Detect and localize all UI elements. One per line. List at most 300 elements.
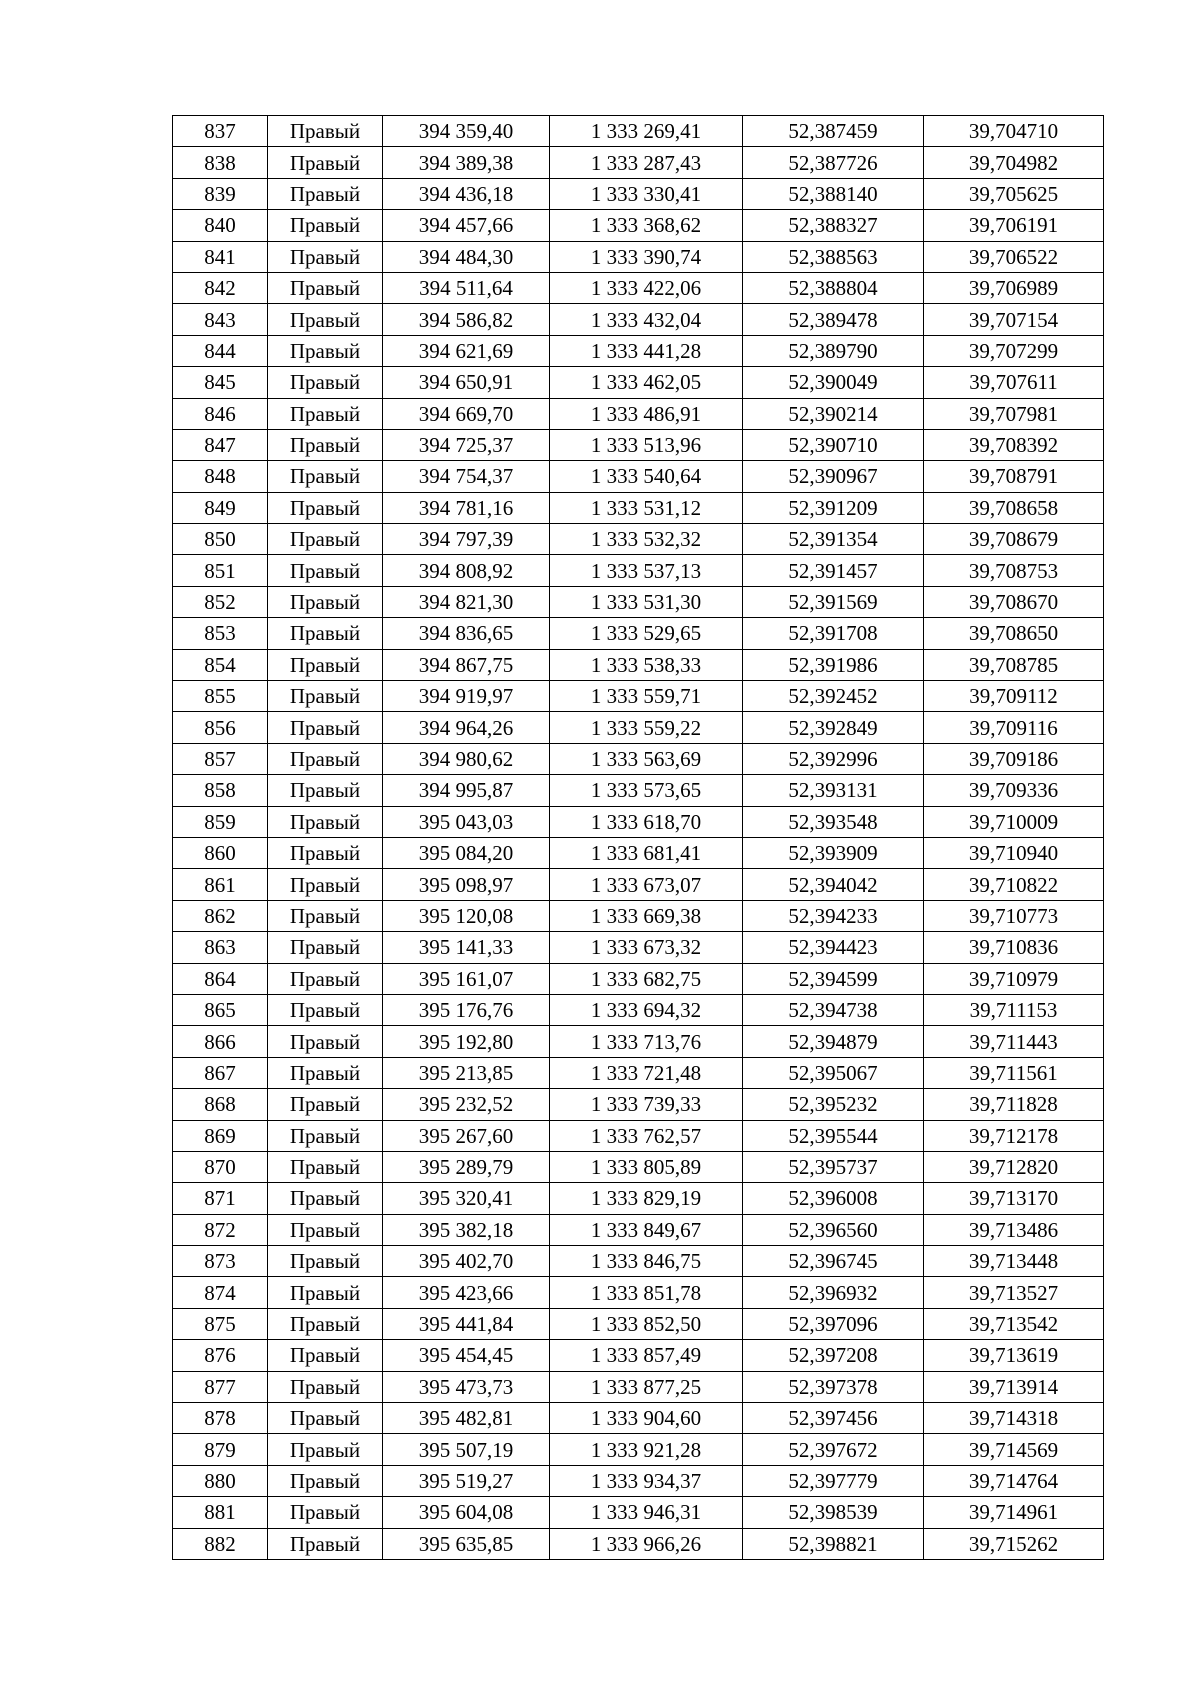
x-coordinate-cell: 394 389,38 — [383, 147, 550, 178]
point-number-cell: 872 — [173, 1214, 268, 1245]
bank-side-cell: Правый — [268, 1151, 383, 1182]
point-number-cell: 882 — [173, 1528, 268, 1559]
table-row — [173, 524, 1104, 555]
latitude-cell: 52,395737 — [743, 1151, 924, 1182]
longitude-cell: 39,714318 — [924, 1403, 1104, 1434]
point-number-cell: 880 — [173, 1465, 268, 1496]
table-row — [173, 304, 1104, 335]
y-coordinate-cell: 1 333 559,71 — [550, 681, 743, 712]
bank-side-cell: Правый — [268, 272, 383, 303]
longitude-cell: 39,708650 — [924, 618, 1104, 649]
longitude-cell: 39,708791 — [924, 461, 1104, 492]
latitude-cell: 52,394599 — [743, 963, 924, 994]
x-coordinate-cell: 395 320,41 — [383, 1183, 550, 1214]
bank-side-cell: Правый — [268, 932, 383, 963]
y-coordinate-cell: 1 333 441,28 — [550, 335, 743, 366]
point-number-cell: 850 — [173, 524, 268, 555]
x-coordinate-cell: 395 213,85 — [383, 1057, 550, 1088]
longitude-cell: 39,713542 — [924, 1308, 1104, 1339]
bank-side-cell: Правый — [268, 994, 383, 1025]
point-number-cell: 841 — [173, 241, 268, 272]
table-row — [173, 1528, 1104, 1559]
table-row — [173, 210, 1104, 241]
x-coordinate-cell: 394 669,70 — [383, 398, 550, 429]
longitude-cell: 39,707981 — [924, 398, 1104, 429]
latitude-cell: 52,395544 — [743, 1120, 924, 1151]
point-number-cell: 869 — [173, 1120, 268, 1151]
x-coordinate-cell: 395 289,79 — [383, 1151, 550, 1182]
table-row — [173, 963, 1104, 994]
longitude-cell: 39,713527 — [924, 1277, 1104, 1308]
bank-side-cell: Правый — [268, 1528, 383, 1559]
y-coordinate-cell: 1 333 682,75 — [550, 963, 743, 994]
longitude-cell: 39,711153 — [924, 994, 1104, 1025]
point-number-cell: 854 — [173, 649, 268, 680]
point-number-cell: 853 — [173, 618, 268, 649]
x-coordinate-cell: 394 919,97 — [383, 681, 550, 712]
bank-side-cell: Правый — [268, 1214, 383, 1245]
longitude-cell: 39,710979 — [924, 963, 1104, 994]
point-number-cell: 851 — [173, 555, 268, 586]
latitude-cell: 52,397456 — [743, 1403, 924, 1434]
point-number-cell: 857 — [173, 743, 268, 774]
bank-side-cell: Правый — [268, 429, 383, 460]
y-coordinate-cell: 1 333 966,26 — [550, 1528, 743, 1559]
table-row — [173, 335, 1104, 366]
point-number-cell: 839 — [173, 178, 268, 209]
x-coordinate-cell: 394 964,26 — [383, 712, 550, 743]
latitude-cell: 52,392849 — [743, 712, 924, 743]
bank-side-cell: Правый — [268, 618, 383, 649]
y-coordinate-cell: 1 333 829,19 — [550, 1183, 743, 1214]
latitude-cell: 52,390967 — [743, 461, 924, 492]
bank-side-cell: Правый — [268, 869, 383, 900]
point-number-cell: 868 — [173, 1089, 268, 1120]
point-number-cell: 873 — [173, 1246, 268, 1277]
y-coordinate-cell: 1 333 330,41 — [550, 178, 743, 209]
point-number-cell: 862 — [173, 900, 268, 931]
y-coordinate-cell: 1 333 851,78 — [550, 1277, 743, 1308]
point-number-cell: 843 — [173, 304, 268, 335]
bank-side-cell: Правый — [268, 775, 383, 806]
longitude-cell: 39,713914 — [924, 1371, 1104, 1402]
latitude-cell: 52,388804 — [743, 272, 924, 303]
point-number-cell: 867 — [173, 1057, 268, 1088]
longitude-cell: 39,706191 — [924, 210, 1104, 241]
point-number-cell: 879 — [173, 1434, 268, 1465]
bank-side-cell: Правый — [268, 1057, 383, 1088]
y-coordinate-cell: 1 333 934,37 — [550, 1465, 743, 1496]
x-coordinate-cell: 395 482,81 — [383, 1403, 550, 1434]
y-coordinate-cell: 1 333 681,41 — [550, 837, 743, 868]
latitude-cell: 52,388563 — [743, 241, 924, 272]
bank-side-cell: Правый — [268, 1403, 383, 1434]
latitude-cell: 52,394423 — [743, 932, 924, 963]
latitude-cell: 52,395232 — [743, 1089, 924, 1120]
x-coordinate-cell: 394 621,69 — [383, 335, 550, 366]
x-coordinate-cell: 395 192,80 — [383, 1026, 550, 1057]
coordinates-table-body — [173, 116, 1104, 1560]
x-coordinate-cell: 394 836,65 — [383, 618, 550, 649]
y-coordinate-cell: 1 333 713,76 — [550, 1026, 743, 1057]
coordinates-table — [172, 115, 1104, 1560]
latitude-cell: 52,387726 — [743, 147, 924, 178]
point-number-cell: 877 — [173, 1371, 268, 1402]
y-coordinate-cell: 1 333 877,25 — [550, 1371, 743, 1402]
bank-side-cell: Правый — [268, 116, 383, 147]
bank-side-cell: Правый — [268, 304, 383, 335]
table-row — [173, 1183, 1104, 1214]
bank-side-cell: Правый — [268, 1371, 383, 1402]
point-number-cell: 846 — [173, 398, 268, 429]
latitude-cell: 52,397096 — [743, 1308, 924, 1339]
table-row — [173, 1434, 1104, 1465]
y-coordinate-cell: 1 333 721,48 — [550, 1057, 743, 1088]
longitude-cell: 39,708785 — [924, 649, 1104, 680]
point-number-cell: 856 — [173, 712, 268, 743]
x-coordinate-cell: 395 098,97 — [383, 869, 550, 900]
latitude-cell: 52,391209 — [743, 492, 924, 523]
latitude-cell: 52,398821 — [743, 1528, 924, 1559]
bank-side-cell: Правый — [268, 1089, 383, 1120]
latitude-cell: 52,387459 — [743, 116, 924, 147]
bank-side-cell: Правый — [268, 586, 383, 617]
point-number-cell: 855 — [173, 681, 268, 712]
y-coordinate-cell: 1 333 904,60 — [550, 1403, 743, 1434]
point-number-cell: 845 — [173, 367, 268, 398]
table-row — [173, 241, 1104, 272]
latitude-cell: 52,394879 — [743, 1026, 924, 1057]
table-row — [173, 1403, 1104, 1434]
longitude-cell: 39,713170 — [924, 1183, 1104, 1214]
bank-side-cell: Правый — [268, 806, 383, 837]
point-number-cell: 870 — [173, 1151, 268, 1182]
latitude-cell: 52,394233 — [743, 900, 924, 931]
point-number-cell: 863 — [173, 932, 268, 963]
bank-side-cell: Правый — [268, 398, 383, 429]
bank-side-cell: Правый — [268, 367, 383, 398]
y-coordinate-cell: 1 333 368,62 — [550, 210, 743, 241]
latitude-cell: 52,392996 — [743, 743, 924, 774]
latitude-cell: 52,391708 — [743, 618, 924, 649]
table-row — [173, 743, 1104, 774]
point-number-cell: 837 — [173, 116, 268, 147]
table-row — [173, 900, 1104, 931]
bank-side-cell: Правый — [268, 1026, 383, 1057]
table-row — [173, 1089, 1104, 1120]
bank-side-cell: Правый — [268, 900, 383, 931]
longitude-cell: 39,708658 — [924, 492, 1104, 523]
x-coordinate-cell: 395 176,76 — [383, 994, 550, 1025]
longitude-cell: 39,706989 — [924, 272, 1104, 303]
x-coordinate-cell: 395 454,45 — [383, 1340, 550, 1371]
longitude-cell: 39,711443 — [924, 1026, 1104, 1057]
table-row — [173, 1308, 1104, 1339]
y-coordinate-cell: 1 333 762,57 — [550, 1120, 743, 1151]
table-row — [173, 586, 1104, 617]
bank-side-cell: Правый — [268, 1183, 383, 1214]
bank-side-cell: Правый — [268, 241, 383, 272]
table-row — [173, 837, 1104, 868]
latitude-cell: 52,396008 — [743, 1183, 924, 1214]
bank-side-cell: Правый — [268, 1465, 383, 1496]
table-row — [173, 1057, 1104, 1088]
point-number-cell: 866 — [173, 1026, 268, 1057]
table-row — [173, 932, 1104, 963]
latitude-cell: 52,388327 — [743, 210, 924, 241]
y-coordinate-cell: 1 333 538,33 — [550, 649, 743, 680]
x-coordinate-cell: 395 084,20 — [383, 837, 550, 868]
longitude-cell: 39,709336 — [924, 775, 1104, 806]
latitude-cell: 52,392452 — [743, 681, 924, 712]
bank-side-cell: Правый — [268, 1308, 383, 1339]
longitude-cell: 39,706522 — [924, 241, 1104, 272]
longitude-cell: 39,714961 — [924, 1497, 1104, 1528]
latitude-cell: 52,396560 — [743, 1214, 924, 1245]
table-row — [173, 618, 1104, 649]
y-coordinate-cell: 1 333 921,28 — [550, 1434, 743, 1465]
point-number-cell: 858 — [173, 775, 268, 806]
x-coordinate-cell: 394 436,18 — [383, 178, 550, 209]
table-row — [173, 429, 1104, 460]
x-coordinate-cell: 394 754,37 — [383, 461, 550, 492]
bank-side-cell: Правый — [268, 461, 383, 492]
longitude-cell: 39,710822 — [924, 869, 1104, 900]
x-coordinate-cell: 395 507,19 — [383, 1434, 550, 1465]
latitude-cell: 52,397208 — [743, 1340, 924, 1371]
latitude-cell: 52,397672 — [743, 1434, 924, 1465]
y-coordinate-cell: 1 333 287,43 — [550, 147, 743, 178]
point-number-cell: 842 — [173, 272, 268, 303]
point-number-cell: 860 — [173, 837, 268, 868]
bank-side-cell: Правый — [268, 555, 383, 586]
latitude-cell: 52,397378 — [743, 1371, 924, 1402]
y-coordinate-cell: 1 333 529,65 — [550, 618, 743, 649]
bank-side-cell: Правый — [268, 1434, 383, 1465]
x-coordinate-cell: 394 808,92 — [383, 555, 550, 586]
table-row — [173, 398, 1104, 429]
bank-side-cell: Правый — [268, 492, 383, 523]
x-coordinate-cell: 395 232,52 — [383, 1089, 550, 1120]
y-coordinate-cell: 1 333 486,91 — [550, 398, 743, 429]
bank-side-cell: Правый — [268, 1497, 383, 1528]
longitude-cell: 39,710836 — [924, 932, 1104, 963]
bank-side-cell: Правый — [268, 335, 383, 366]
x-coordinate-cell: 394 980,62 — [383, 743, 550, 774]
latitude-cell: 52,394738 — [743, 994, 924, 1025]
point-number-cell: 875 — [173, 1308, 268, 1339]
longitude-cell: 39,713448 — [924, 1246, 1104, 1277]
point-number-cell: 861 — [173, 869, 268, 900]
table-row — [173, 712, 1104, 743]
table-row — [173, 272, 1104, 303]
y-coordinate-cell: 1 333 857,49 — [550, 1340, 743, 1371]
table-row — [173, 869, 1104, 900]
longitude-cell: 39,709112 — [924, 681, 1104, 712]
longitude-cell: 39,715262 — [924, 1528, 1104, 1559]
latitude-cell: 52,397779 — [743, 1465, 924, 1496]
longitude-cell: 39,714764 — [924, 1465, 1104, 1496]
y-coordinate-cell: 1 333 946,31 — [550, 1497, 743, 1528]
latitude-cell: 52,390214 — [743, 398, 924, 429]
point-number-cell: 847 — [173, 429, 268, 460]
bank-side-cell: Правый — [268, 1340, 383, 1371]
point-number-cell: 844 — [173, 335, 268, 366]
bank-side-cell: Правый — [268, 963, 383, 994]
table-row — [173, 178, 1104, 209]
point-number-cell: 878 — [173, 1403, 268, 1434]
point-number-cell: 859 — [173, 806, 268, 837]
table-row — [173, 367, 1104, 398]
longitude-cell: 39,708679 — [924, 524, 1104, 555]
longitude-cell: 39,711828 — [924, 1089, 1104, 1120]
table-row — [173, 775, 1104, 806]
y-coordinate-cell: 1 333 739,33 — [550, 1089, 743, 1120]
y-coordinate-cell: 1 333 269,41 — [550, 116, 743, 147]
longitude-cell: 39,712820 — [924, 1151, 1104, 1182]
y-coordinate-cell: 1 333 532,32 — [550, 524, 743, 555]
table-row — [173, 492, 1104, 523]
x-coordinate-cell: 395 402,70 — [383, 1246, 550, 1277]
x-coordinate-cell: 394 484,30 — [383, 241, 550, 272]
y-coordinate-cell: 1 333 390,74 — [550, 241, 743, 272]
x-coordinate-cell: 395 635,85 — [383, 1528, 550, 1559]
table-row — [173, 555, 1104, 586]
table-row — [173, 1120, 1104, 1151]
latitude-cell: 52,390049 — [743, 367, 924, 398]
bank-side-cell: Правый — [268, 1277, 383, 1308]
x-coordinate-cell: 394 650,91 — [383, 367, 550, 398]
x-coordinate-cell: 394 867,75 — [383, 649, 550, 680]
y-coordinate-cell: 1 333 694,32 — [550, 994, 743, 1025]
x-coordinate-cell: 395 382,18 — [383, 1214, 550, 1245]
latitude-cell: 52,396745 — [743, 1246, 924, 1277]
y-coordinate-cell: 1 333 531,30 — [550, 586, 743, 617]
bank-side-cell: Правый — [268, 649, 383, 680]
y-coordinate-cell: 1 333 805,89 — [550, 1151, 743, 1182]
latitude-cell: 52,393548 — [743, 806, 924, 837]
table-row — [173, 1371, 1104, 1402]
longitude-cell: 39,710940 — [924, 837, 1104, 868]
latitude-cell: 52,395067 — [743, 1057, 924, 1088]
table-row — [173, 116, 1104, 147]
latitude-cell: 52,391457 — [743, 555, 924, 586]
x-coordinate-cell: 394 586,82 — [383, 304, 550, 335]
longitude-cell: 39,713619 — [924, 1340, 1104, 1371]
x-coordinate-cell: 395 120,08 — [383, 900, 550, 931]
table-row — [173, 1246, 1104, 1277]
bank-side-cell: Правый — [268, 178, 383, 209]
longitude-cell: 39,708670 — [924, 586, 1104, 617]
latitude-cell: 52,389478 — [743, 304, 924, 335]
longitude-cell: 39,710773 — [924, 900, 1104, 931]
longitude-cell: 39,705625 — [924, 178, 1104, 209]
latitude-cell: 52,391986 — [743, 649, 924, 680]
y-coordinate-cell: 1 333 673,07 — [550, 869, 743, 900]
bank-side-cell: Правый — [268, 524, 383, 555]
point-number-cell: 864 — [173, 963, 268, 994]
y-coordinate-cell: 1 333 618,70 — [550, 806, 743, 837]
table-row — [173, 461, 1104, 492]
longitude-cell: 39,709186 — [924, 743, 1104, 774]
longitude-cell: 39,708753 — [924, 555, 1104, 586]
x-coordinate-cell: 395 141,33 — [383, 932, 550, 963]
longitude-cell: 39,704710 — [924, 116, 1104, 147]
y-coordinate-cell: 1 333 422,06 — [550, 272, 743, 303]
y-coordinate-cell: 1 333 432,04 — [550, 304, 743, 335]
point-number-cell: 881 — [173, 1497, 268, 1528]
bank-side-cell: Правый — [268, 1246, 383, 1277]
point-number-cell: 876 — [173, 1340, 268, 1371]
latitude-cell: 52,394042 — [743, 869, 924, 900]
latitude-cell: 52,391569 — [743, 586, 924, 617]
point-number-cell: 871 — [173, 1183, 268, 1214]
bank-side-cell: Правый — [268, 837, 383, 868]
x-coordinate-cell: 394 821,30 — [383, 586, 550, 617]
longitude-cell: 39,704982 — [924, 147, 1104, 178]
table-row — [173, 1026, 1104, 1057]
longitude-cell: 39,707611 — [924, 367, 1104, 398]
y-coordinate-cell: 1 333 462,05 — [550, 367, 743, 398]
table-row — [173, 681, 1104, 712]
x-coordinate-cell: 395 441,84 — [383, 1308, 550, 1339]
point-number-cell: 849 — [173, 492, 268, 523]
x-coordinate-cell: 394 797,39 — [383, 524, 550, 555]
y-coordinate-cell: 1 333 531,12 — [550, 492, 743, 523]
bank-side-cell: Правый — [268, 681, 383, 712]
longitude-cell: 39,708392 — [924, 429, 1104, 460]
y-coordinate-cell: 1 333 849,67 — [550, 1214, 743, 1245]
y-coordinate-cell: 1 333 559,22 — [550, 712, 743, 743]
y-coordinate-cell: 1 333 540,64 — [550, 461, 743, 492]
y-coordinate-cell: 1 333 537,13 — [550, 555, 743, 586]
x-coordinate-cell: 395 423,66 — [383, 1277, 550, 1308]
x-coordinate-cell: 395 519,27 — [383, 1465, 550, 1496]
point-number-cell: 852 — [173, 586, 268, 617]
latitude-cell: 52,393909 — [743, 837, 924, 868]
bank-side-cell: Правый — [268, 147, 383, 178]
longitude-cell: 39,709116 — [924, 712, 1104, 743]
x-coordinate-cell: 395 604,08 — [383, 1497, 550, 1528]
x-coordinate-cell: 394 781,16 — [383, 492, 550, 523]
x-coordinate-cell: 395 043,03 — [383, 806, 550, 837]
table-row — [173, 1340, 1104, 1371]
x-coordinate-cell: 395 161,07 — [383, 963, 550, 994]
latitude-cell: 52,388140 — [743, 178, 924, 209]
y-coordinate-cell: 1 333 669,38 — [550, 900, 743, 931]
longitude-cell: 39,714569 — [924, 1434, 1104, 1465]
point-number-cell: 865 — [173, 994, 268, 1025]
bank-side-cell: Правый — [268, 210, 383, 241]
y-coordinate-cell: 1 333 852,50 — [550, 1308, 743, 1339]
point-number-cell: 838 — [173, 147, 268, 178]
latitude-cell: 52,390710 — [743, 429, 924, 460]
latitude-cell: 52,398539 — [743, 1497, 924, 1528]
longitude-cell: 39,707299 — [924, 335, 1104, 366]
y-coordinate-cell: 1 333 563,69 — [550, 743, 743, 774]
table-row — [173, 1465, 1104, 1496]
table-row — [173, 1214, 1104, 1245]
longitude-cell: 39,710009 — [924, 806, 1104, 837]
table-row — [173, 1497, 1104, 1528]
x-coordinate-cell: 394 457,66 — [383, 210, 550, 241]
x-coordinate-cell: 394 511,64 — [383, 272, 550, 303]
table-row — [173, 994, 1104, 1025]
table-row — [173, 1277, 1104, 1308]
x-coordinate-cell: 394 359,40 — [383, 116, 550, 147]
y-coordinate-cell: 1 333 846,75 — [550, 1246, 743, 1277]
table-row — [173, 649, 1104, 680]
